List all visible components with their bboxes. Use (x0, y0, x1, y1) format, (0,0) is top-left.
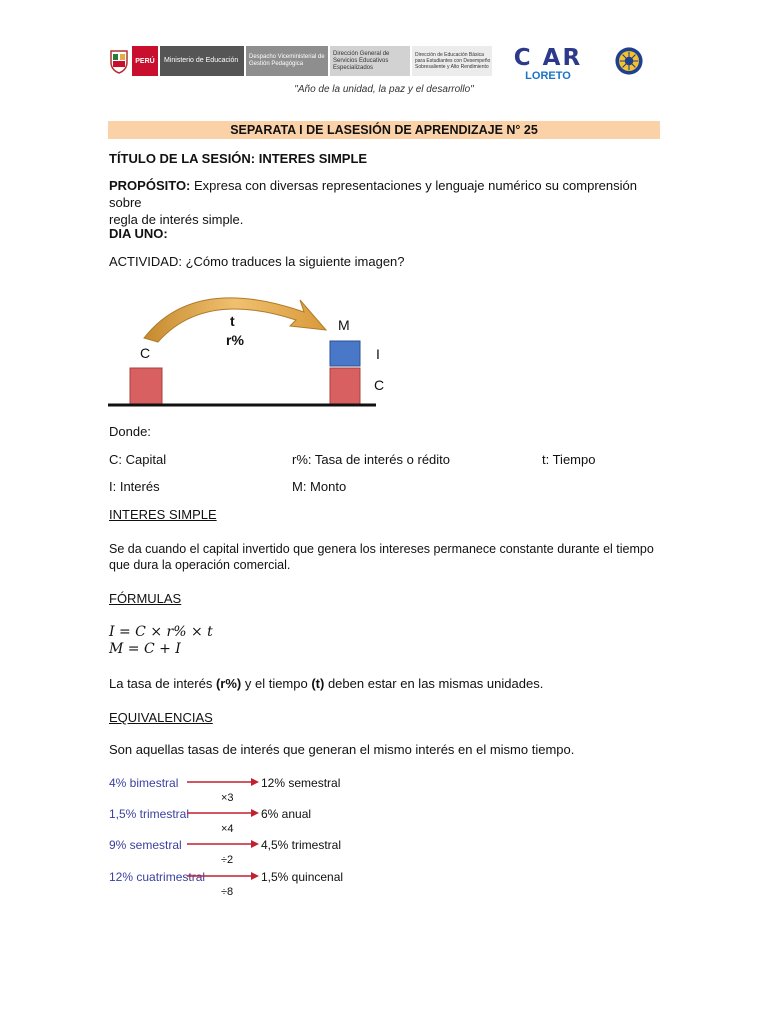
label-c-left: C (140, 345, 151, 361)
units-note-t: (t) (311, 676, 325, 691)
purpose-text-1: Expresa con diversas representaciones y lenguaje numérico su comprensión sobre (109, 178, 637, 210)
day-label: DIA UNO: (109, 226, 168, 241)
simple-interest-text (109, 541, 669, 573)
equivalence-to: 1,5% quincenal (261, 870, 344, 884)
legend-t: t: Tiempo (542, 452, 596, 467)
equivalence-to: 12% semestral (261, 776, 341, 790)
minedu-label: Ministerio de Educación (160, 46, 244, 76)
equivalences-heading: EQUIVALENCIAS (109, 710, 213, 725)
legend-m: M: Monto (292, 479, 347, 494)
units-note (109, 675, 543, 692)
equivalence-row (109, 807, 409, 835)
motto: "Año de la unidad, la paz y el desarrollo" (294, 84, 474, 95)
simple-text-line-2: que dura la operación comercial. (109, 558, 291, 572)
right-arrow-icon (187, 870, 259, 882)
formulas-heading: FÓRMULAS (109, 591, 182, 606)
formula-amount: M = C + I (109, 641, 181, 657)
purpose-text-2: regla de interés simple. (109, 212, 244, 227)
simple-text-line-1: Se da cuando el capital invertido que genera los intereses permanece constante durante el tiempo (109, 542, 654, 556)
interest-bar (330, 341, 360, 366)
equivalence-operator: ×4 (221, 823, 234, 835)
right-arrow-icon (187, 838, 259, 850)
equivalence-row (109, 870, 409, 898)
activity-text: ACTIVIDAD: ¿Cómo traduces la siguiente imagen? (109, 254, 405, 269)
equivalence-operator: ÷8 (221, 886, 234, 898)
units-note-r: (r%) (215, 676, 242, 691)
equivalence-row (109, 776, 409, 804)
right-arrow-icon (187, 776, 259, 788)
direction-label: Dirección de Educación Básica para Estudiantes con Desempeño Sobresaliente y Alto Rendimiento (412, 46, 492, 76)
equivalence-from: 4% bimestral (109, 776, 179, 790)
equivalence-operator: ×3 (221, 792, 234, 804)
legend-i: I: Interés (109, 479, 160, 494)
capital-bar-right (330, 368, 360, 405)
coar-logo (496, 45, 600, 82)
dgse-label: Dirección General de Servicios Educativos Especializados (330, 46, 410, 76)
peru-coat-of-arms-icon (108, 46, 130, 76)
formula-interest: I = C × r% × t (109, 624, 213, 640)
equivalence-to: 4,5% trimestral (261, 838, 342, 852)
units-note-a: La tasa de interés (109, 676, 216, 691)
seal-icon (606, 46, 652, 76)
right-arrow-icon (187, 807, 259, 819)
equivalence-from: 9% semestral (109, 838, 182, 852)
purpose (109, 177, 669, 228)
label-i: I (376, 346, 380, 362)
legend-r: r%: Tasa de interés o rédito (292, 452, 451, 467)
equivalence-from: 12% cuatrimestral (109, 870, 206, 884)
capital-bar-left (130, 368, 162, 405)
purpose-label: PROPÓSITO: (109, 178, 191, 193)
equivalence-from: 1,5% trimestral (109, 807, 190, 821)
simple-interest-heading: INTERES SIMPLE (109, 507, 217, 522)
session-title: TÍTULO DE LA SESIÓN: INTERES SIMPLE (109, 151, 368, 166)
coar-logo-text: C AR (513, 45, 583, 71)
equivalence-operator: ÷2 (221, 854, 234, 866)
header-logos (104, 40, 664, 82)
peru-badge: PERÚ (132, 46, 158, 76)
interest-diagram (104, 282, 394, 412)
label-c-right: C (374, 377, 385, 393)
viceministry-label: Despacho Viceministerial de Gestión Pedagógica (246, 46, 328, 76)
equivalences-text: Son aquellas tasas de interés que generan el mismo interés en el mismo tiempo. (109, 742, 575, 757)
donde-label: Donde: (109, 424, 151, 439)
document-title: SEPARATA I DE LASESIÓN DE APRENDIZAJE N° 25 (108, 121, 660, 139)
coar-logo-sub: LORETO (525, 70, 571, 82)
legend-c: C: Capital (109, 452, 167, 467)
label-m: M (338, 317, 350, 333)
units-note-e: deben estar en las mismas unidades. (324, 676, 544, 691)
equivalence-row (109, 838, 409, 866)
arrow-label-t: t (230, 313, 235, 329)
arrow-label-r: r% (226, 332, 244, 348)
units-note-c: y el tiempo (241, 676, 312, 691)
equivalence-to: 6% anual (261, 807, 312, 821)
